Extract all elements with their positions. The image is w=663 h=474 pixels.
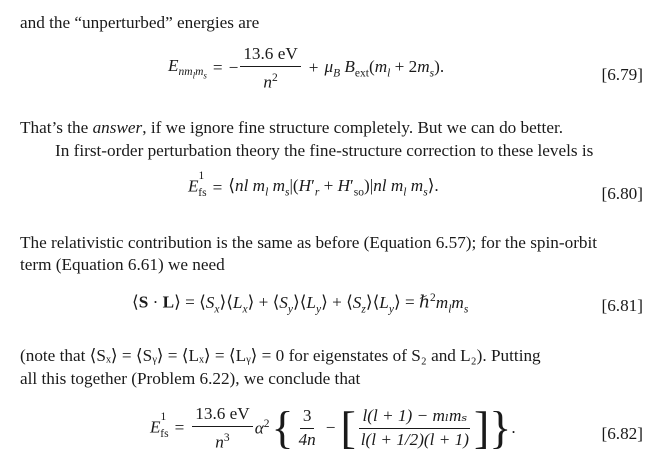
equation-number-6-82: [6.82] bbox=[601, 424, 643, 443]
relativistic-text-1: The relativistic contribution is the same as before (Equation 6.57); for the spin-orbit bbox=[20, 233, 598, 252]
fs-fraction-2: $\frac{3}{4n}$ bbox=[298, 406, 316, 450]
fs-fraction-1: $\frac{13.6 eV}{n^3}$ bbox=[192, 404, 252, 453]
equation-6-79: $E_{nm_lm_s}$ = − $\frac{13.6 eV}{n^2}$ + $\mu_B$ $B_{ext}(m_l + 2m_s)$. bbox=[168, 44, 445, 92]
intro-text: and the “unperturbed” energies are bbox=[20, 13, 260, 32]
equation-number-6-79: [6.79] bbox=[601, 65, 643, 84]
equation-6-82: $E^1_{fs}$ = $\frac{13.6 eV}{n^3}$ $\alpha^2$ { $\frac{3}{4n}$ − [ $\frac{\text{l(l + 1) − mₗmₛ}}{l(l + 1/2)(l + 1)}$ ] } . bbox=[150, 402, 516, 454]
note-text-1: (note that ⟨Sₓ⟩ = ⟨Sᵧ⟩ = ⟨Lₓ⟩ = ⟨Lᵧ⟩ = 0 for eigenstates of S₂ and L₂). Putting bbox=[20, 346, 541, 365]
note-text-2: all this together (Problem 6.22), we conclude that bbox=[20, 369, 361, 388]
fs-fraction-3: $\frac{\text{l(l + 1) − mₗmₛ}}{l(l + 1/2)(l + 1)}$ bbox=[360, 406, 469, 450]
equation-6-80: $E^1_{fs}$ = ⟨nl $m_l$ $m_s|(H'_r + H'_{so})|nl$ $m_l$ $m_s⟩$. bbox=[188, 170, 439, 200]
relativistic-text-2: term (Equation 6.61) we need bbox=[20, 255, 225, 274]
equation-number-6-81: [6.81] bbox=[601, 296, 643, 315]
equation-number-6-80: [6.80] bbox=[601, 184, 643, 203]
answer-text: That’s the answer, if we ignore fine structure completely. But we can do better. bbox=[20, 118, 564, 137]
equation-6-81: ⟨S · L⟩ = $⟨S_x⟩⟨L_x⟩$ + $⟨S_y⟩⟨L_y⟩$ + $⟨S_z⟩⟨L_y⟩$ = $\hbar^2m_lm_s$ bbox=[132, 292, 469, 316]
first-order-text: In first-order perturbation theory the fine-structure correction to these levels is bbox=[55, 141, 594, 160]
energy-fraction: $\frac{13.6 eV}{n^2}$ bbox=[240, 44, 300, 93]
